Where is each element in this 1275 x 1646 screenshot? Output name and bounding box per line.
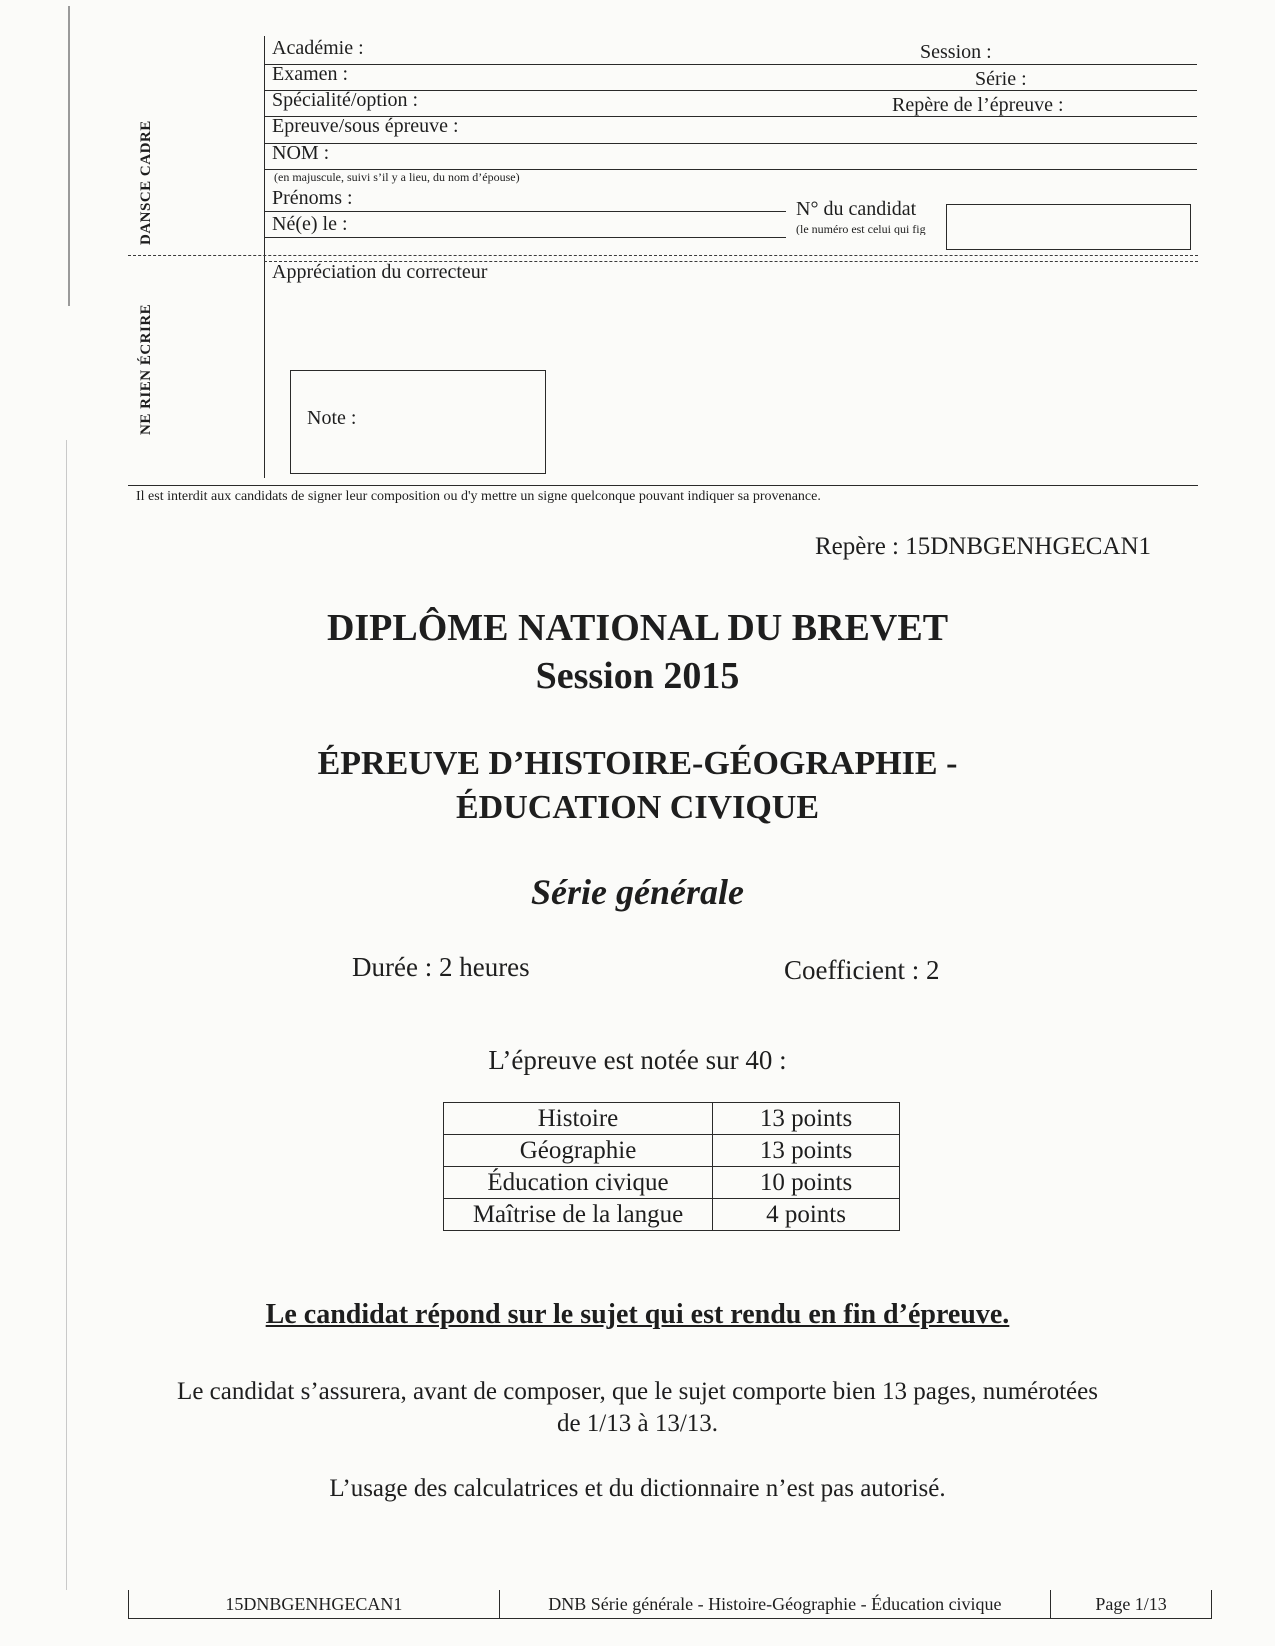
page-footer bbox=[128, 1590, 1212, 1619]
epreuve-line bbox=[264, 143, 1197, 144]
instruction-pages-line2: de 1/13 à 13/13. bbox=[556, 1410, 719, 1437]
academie-label: Académie : bbox=[272, 37, 364, 59]
points-cell: 13 points bbox=[713, 1103, 900, 1135]
subject-cell: Histoire bbox=[444, 1103, 713, 1135]
ne-le-label: Né(e) le : bbox=[272, 213, 348, 235]
margin-scan-line bbox=[68, 6, 70, 306]
cut-line bbox=[128, 255, 1198, 256]
points-cell: 4 points bbox=[713, 1199, 900, 1231]
points-table bbox=[443, 1102, 900, 1231]
appreciation-label: Appréciation du correcteur bbox=[272, 261, 488, 283]
prenoms-line bbox=[264, 211, 786, 212]
repere-epreuve-label: Repère de l’épreuve : bbox=[892, 94, 1064, 116]
instruction-pages-line1: Le candidat s’assurera, avant de composer, que le sujet comporte bien 13 pages, numérotées bbox=[177, 1378, 1098, 1405]
footer-description: DNB Série générale - Histoire-Géographie - Éducation civique bbox=[500, 1590, 1051, 1618]
table-row bbox=[444, 1199, 900, 1231]
serie-title: Série générale bbox=[531, 872, 744, 912]
instruction-calculator: L’usage des calculatrices et du dictionnaire n’est pas autorisé. bbox=[329, 1475, 946, 1502]
instruction-bold: Le candidat répond sur le sujet qui est rendu en fin d’épreuve. bbox=[265, 1299, 1010, 1330]
specialite-label: Spécialité/option : bbox=[272, 89, 419, 111]
side-label-bottom: NE RIEN ÉCRIRE bbox=[138, 303, 154, 435]
points-cell: 10 points bbox=[713, 1167, 900, 1199]
points-cell: 13 points bbox=[713, 1135, 900, 1167]
numero-candidat-box[interactable] bbox=[946, 204, 1191, 250]
diploma-title: DIPLÔME NATIONAL DU BREVET bbox=[326, 607, 949, 649]
footer-page: Page 1/13 bbox=[1095, 1593, 1167, 1614]
table-row bbox=[444, 1103, 900, 1135]
form-bottom-line bbox=[128, 485, 1198, 486]
examen-label: Examen : bbox=[272, 63, 349, 85]
footer-code: 15DNBGENHGECAN1 bbox=[129, 1590, 500, 1618]
side-label-top: DANSCE CADRE bbox=[138, 120, 154, 245]
prenoms-label: Prénoms : bbox=[272, 187, 353, 209]
education-civique-title: ÉDUCATION CIVIQUE bbox=[455, 789, 820, 826]
nom-label: NOM : bbox=[272, 142, 330, 164]
note-label: Note : bbox=[307, 407, 357, 429]
coefficient: Coefficient : 2 bbox=[784, 955, 940, 985]
academie-line bbox=[264, 64, 1197, 65]
note-box[interactable] bbox=[290, 370, 546, 474]
anonymity-warning: Il est interdit aux candidats de signer leur composition ou d'y mettre un signe quelconque pouvant indiquer sa provenance. bbox=[136, 489, 821, 504]
table-row bbox=[444, 1135, 900, 1167]
nom-hint: (en majuscule, suivi s’il y a lieu, du nom d’épouse) bbox=[274, 170, 520, 184]
ne-le-line bbox=[264, 237, 786, 238]
subject-cell: Maîtrise de la langue bbox=[444, 1199, 713, 1231]
duree: Durée : 2 heures bbox=[352, 952, 530, 982]
repere-code: Repère : 15DNBGENHGECAN1 bbox=[815, 533, 1152, 560]
subject-cell: Éducation civique bbox=[444, 1167, 713, 1199]
table-row bbox=[444, 1167, 900, 1199]
epreuve-title: ÉPREUVE D’HISTOIRE-GÉOGRAPHIE - bbox=[317, 745, 958, 782]
notee-sur: L’épreuve est notée sur 40 : bbox=[488, 1045, 787, 1075]
epreuve-label: Epreuve/sous épreuve : bbox=[272, 115, 459, 137]
form-left-border bbox=[264, 36, 265, 478]
session-label: Session : bbox=[920, 41, 992, 63]
session-title: Session 2015 bbox=[535, 655, 740, 697]
numero-candidat-label: N° du candidat bbox=[796, 198, 917, 220]
numero-candidat-hint: (le numéro est celui qui fig bbox=[796, 223, 926, 235]
serie-label: Série : bbox=[975, 68, 1027, 90]
subject-cell: Géographie bbox=[444, 1135, 713, 1167]
